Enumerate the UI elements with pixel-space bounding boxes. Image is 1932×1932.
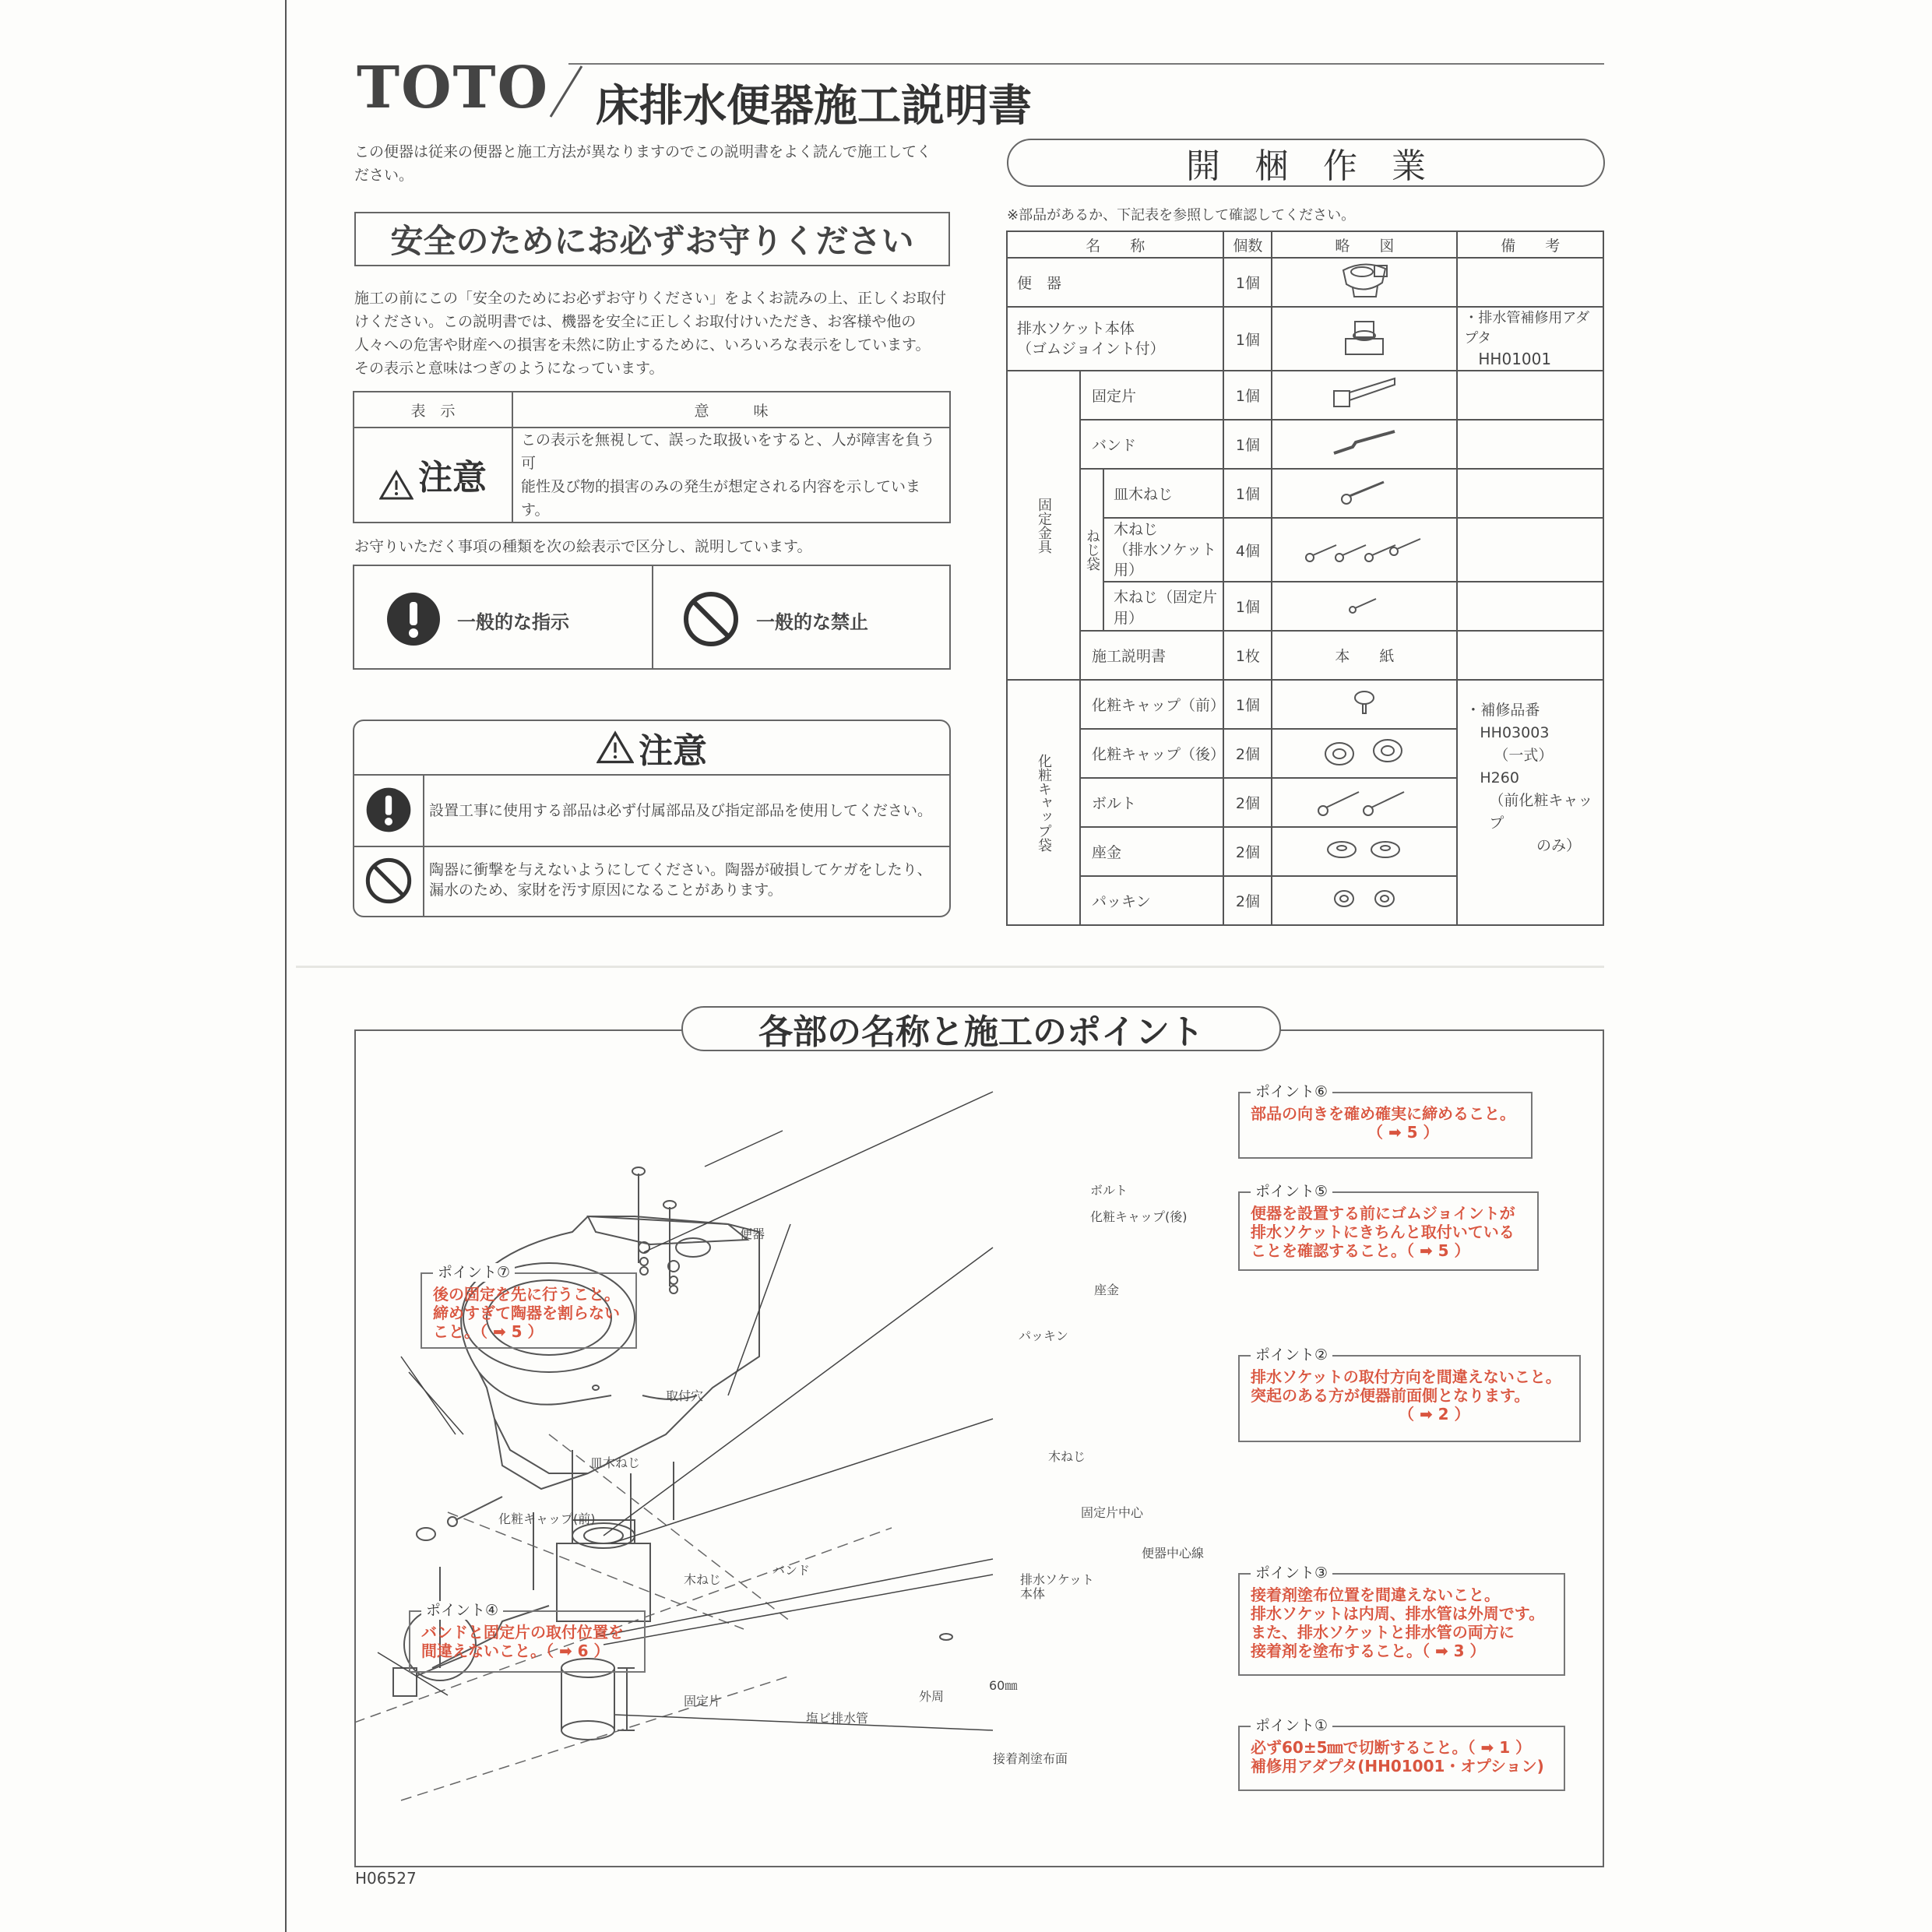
- table-row: 施工説明書 1枚 本 紙: [1007, 631, 1603, 680]
- parts-section-heading: 各部の名称と施工のポイント: [681, 1006, 1281, 1051]
- table-row: 便 器 1個: [1007, 258, 1603, 307]
- safety-heading: 安全のためにお必ずお守りください: [354, 212, 950, 266]
- caution-word: 注意: [418, 458, 487, 498]
- label-cap-rear: 化粧キャップ(後): [1090, 1209, 1188, 1224]
- prohibition-icon: [683, 591, 739, 647]
- point-6-box: ポイント⑥ 部品の向きを確め確実に締めること。 （ ➡ 5 ）: [1238, 1092, 1533, 1159]
- title-slash: [547, 64, 586, 118]
- toilet-sketch: [1272, 258, 1457, 307]
- label-socket: 排水ソケット 本体: [1020, 1572, 1095, 1601]
- safety-intro: 施工の前にこの「安全のためにお必ずお守りください」をよくお読みの上、正しくお取付 けください。この説明書では、機器を安全に正しくお取付けいただき、お客様や他の 人々への危害や財産への損害を未然に防止するために、いろいろな表示をしています。 その表示と意味はつぎのようになっています。: [354, 290, 947, 377]
- caution-divider-v: [423, 774, 424, 916]
- classify-text: お守りいただく事項の種類を次の絵表示で区分し、説明しています。: [354, 538, 812, 555]
- table-row: 木ねじ（固定片用） 1個: [1007, 582, 1603, 631]
- warning-triangle-icon: [379, 470, 413, 501]
- remark-adapter: ・排水管補修用アダプタ: [1464, 310, 1590, 347]
- rear-cap-sketch: [1272, 729, 1457, 778]
- general-prohibition-label: 一般的な禁止: [756, 611, 868, 633]
- label-sara-kineji: 皿木ねじ: [590, 1455, 641, 1470]
- label-adhesive: 接着剤塗布面: [993, 1751, 1068, 1766]
- table-row: バンド 1個: [1007, 420, 1603, 469]
- exclamation-icon: [365, 787, 412, 833]
- table-row: パッキン 2個: [1007, 876, 1603, 925]
- label-kineji: 木ねじ: [1048, 1449, 1086, 1464]
- table-row: ねじ袋 皿木ねじ 1個: [1007, 469, 1603, 518]
- bolt-sketch: [1272, 778, 1457, 827]
- brand-logo: TOTO: [357, 55, 550, 121]
- fixing-piece-sketch: [1272, 371, 1457, 420]
- table-row: 座金 2個: [1007, 827, 1603, 876]
- group-screw: ねじ袋: [1084, 529, 1100, 571]
- point-4-box: ポイント④ バンドと固定片の取付位置を 間違えないこと。（ ➡ 6 ）: [409, 1610, 646, 1673]
- caution-symbol-cell: [354, 428, 512, 523]
- col-count: 個数: [1223, 231, 1272, 258]
- intro-text: この便器は従来の便器と施工方法が異なりますのでこの説明書をよく読んで施工してく ださい。: [354, 143, 932, 184]
- parts-table: [1006, 231, 1604, 926]
- label-mounting-hole: 取付穴: [666, 1388, 704, 1403]
- document-code: H06527: [355, 1869, 417, 1888]
- col-display: 表 示: [354, 392, 512, 428]
- document-title: 床排水便器施工説明書: [596, 81, 1032, 132]
- socket-sketch: [1272, 307, 1457, 371]
- screw-sketch: [1272, 469, 1457, 518]
- label-benki: 便器: [740, 1226, 765, 1241]
- table-row: 木ねじ （排水ソケット用） 4個: [1007, 518, 1603, 582]
- label-zagane: 座金: [1094, 1283, 1120, 1297]
- label-kineji-2: 木ねじ: [684, 1572, 722, 1587]
- caution-divider-2: [354, 846, 949, 847]
- header-rule: [568, 63, 1604, 65]
- symbol-box: [353, 565, 951, 670]
- wood-screws-sketch: [1272, 518, 1457, 582]
- label-bolt: ボルト: [1090, 1183, 1128, 1198]
- label-enbi-pipe: 塩ビ排水管: [806, 1711, 869, 1726]
- front-cap-sketch: [1272, 680, 1457, 729]
- repair-remarks: ・補修品番 HH03003 （一式） H260 （前化粧キャップ のみ）: [1457, 680, 1603, 925]
- caution-box-title: 注意: [639, 731, 707, 771]
- label-cap-front: 化粧キャップ(前): [498, 1511, 596, 1526]
- washer-sketch: [1272, 827, 1457, 876]
- display-meaning-table: [353, 391, 951, 523]
- caution-box-header: [354, 721, 949, 774]
- point-5-box: ポイント⑤ 便器を設置する前にゴムジョイントが 排水ソケットにきちんと取付いている ことを確認すること。（ ➡ 5 ）: [1238, 1191, 1539, 1271]
- page-edge-line: [285, 0, 287, 1932]
- caution-meaning: この表示を無視して、誤った取扱いをすると、人が障害を負う可 能性及び物的損害のみの発生が想定される内容を示しています。: [512, 428, 950, 523]
- symbol-divider: [652, 566, 653, 668]
- fold-line: [296, 966, 1604, 968]
- label-benki-center: 便器中心線: [1142, 1546, 1205, 1561]
- label-packing: パッキン: [1019, 1328, 1068, 1343]
- table-row: 固定金具 固定片 1個: [1007, 371, 1603, 420]
- table-row: ボルト 2個: [1007, 778, 1603, 827]
- label-dimension: 60㎜: [989, 1678, 1018, 1693]
- warning-triangle-icon: [596, 730, 634, 765]
- label-koteihen: 固定片: [684, 1694, 722, 1709]
- label-gaishu: 外周: [919, 1689, 945, 1704]
- unpacking-heading: 開 梱 作 業: [1007, 139, 1605, 187]
- col-sketch: 略 図: [1272, 231, 1457, 258]
- table-row: 化粧キャップ袋 化粧キャップ（前） 1個 ・補修品番 HH03003 （一式） H260 （前化粧キャップ のみ）: [1007, 680, 1603, 729]
- label-band: バンド: [772, 1563, 811, 1578]
- group-cap: 化粧キャップ袋: [1036, 753, 1052, 852]
- col-meaning: 意 味: [512, 392, 950, 428]
- caution-divider-1: [354, 774, 949, 776]
- table-row: 排水ソケット本体 （ゴムジョイント付） 1個 ・排水管補修用アダプタ HH01001: [1007, 307, 1603, 371]
- caution-item-1: 設置工事に使用する部品は必ず付属部品及び指定部品を使用してください。: [429, 802, 933, 819]
- prohibition-icon: [365, 857, 412, 904]
- exclamation-icon: [385, 591, 442, 647]
- point-7-box: ポイント⑦ 後の固定を先に行うこと。 締めすぎて陶器を割らない こと。（ ➡ 5 ）: [421, 1272, 637, 1349]
- packing-sketch: [1272, 876, 1457, 925]
- caution-box: [353, 720, 951, 917]
- general-instruction-label: 一般的な指示: [457, 611, 569, 633]
- point-2-box: ポイント② 排水ソケットの取付方向を間違えないこと。 突起のある方が便器前面側となります。 （ ➡ 2 ）: [1238, 1355, 1581, 1442]
- small-screw-sketch: [1272, 582, 1457, 631]
- band-sketch: [1272, 420, 1457, 469]
- caution-item-2: 陶器に衝撃を与えないようにしてください。陶器が破損してケガをしたり、 漏水のため、家財を汚す原因になることがあります。: [429, 861, 932, 899]
- point-1-box: ポイント① 必ず60±5㎜で切断すること。（ ➡ 1 ） 補修用アダプタ(HH01001・オプション): [1238, 1726, 1565, 1791]
- group-fixing: 固定金具: [1036, 497, 1052, 554]
- unpacking-note: ※部品があるか、下記表を参照して確認してください。: [1007, 207, 1356, 223]
- point-3-box: ポイント③ 接着剤塗布位置を間違えないこと。 排水ソケットは内周、排水管は外周です。 また、排水ソケットと排水管の両方に 接着剤を塗布すること。（ ➡ 3 ）: [1238, 1573, 1565, 1676]
- table-row: 化粧キャップ（後） 2個: [1007, 729, 1603, 778]
- label-koteihen-center: 固定片中心: [1081, 1505, 1144, 1520]
- col-name: 名 称: [1007, 231, 1223, 258]
- col-remarks: 備 考: [1457, 231, 1603, 258]
